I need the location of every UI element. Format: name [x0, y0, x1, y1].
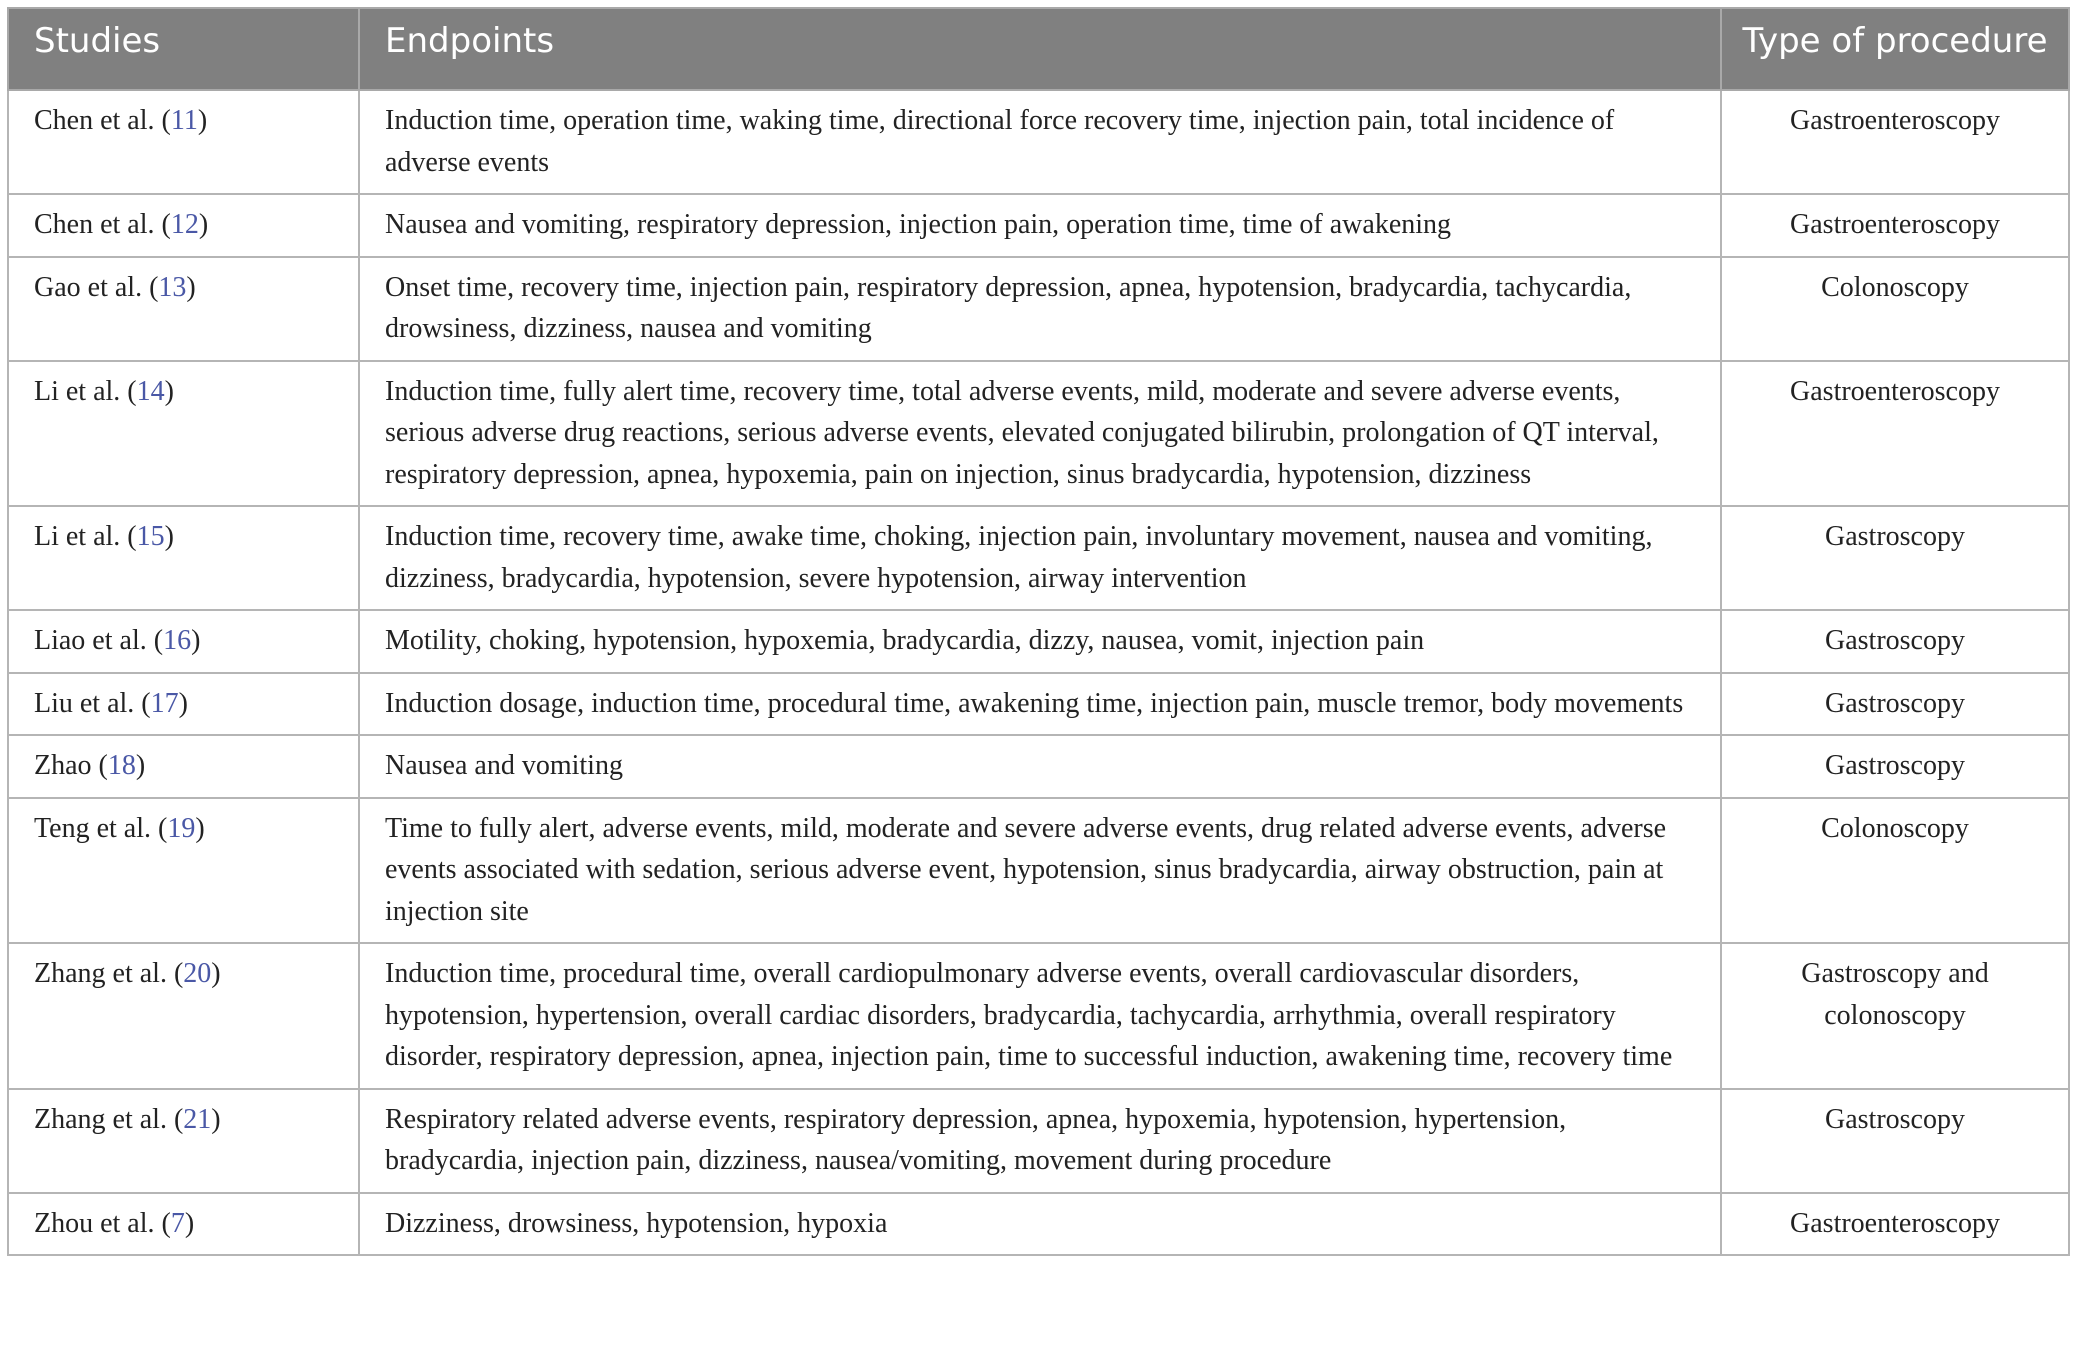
- procedure-cell: Gastroenteroscopy: [1721, 361, 2069, 507]
- procedure-cell: Gastroscopy: [1721, 1089, 2069, 1193]
- header-row: [8, 8, 2069, 90]
- endpoints-cell: Nausea and vomiting, respiratory depression, injection pain, operation time, time of awakening: [359, 194, 1721, 257]
- reference-link[interactable]: 15: [136, 521, 165, 552]
- endpoints-cell: Induction dosage, induction time, procedural time, awakening time, injection pain, muscle tremor, body movements: [359, 673, 1721, 736]
- reference-link[interactable]: 16: [163, 625, 192, 656]
- reference-link[interactable]: 14: [136, 375, 165, 407]
- table-row: [8, 798, 2069, 944]
- study-cell: Li et al. (14): [8, 361, 359, 507]
- procedure-cell: Gastroenteroscopy: [1721, 90, 2069, 194]
- reference-link[interactable]: 11: [170, 105, 198, 136]
- table-row: [8, 735, 2069, 798]
- reference-link[interactable]: 20: [183, 958, 212, 989]
- table-row: [8, 361, 2069, 507]
- study-cell: Chen et al. (11): [8, 90, 359, 194]
- study-cell: Zhang et al. (21): [8, 1089, 359, 1193]
- reference-link[interactable]: 17: [150, 687, 179, 719]
- table-row: [8, 90, 2069, 194]
- study-author: Teng et al.: [34, 812, 151, 844]
- study-author: Zhang et al.: [34, 1103, 167, 1135]
- procedure-cell: Gastroenteroscopy: [1721, 1193, 2069, 1256]
- endpoints-cell: Induction time, fully alert time, recovery time, total adverse events, mild, moderate and severe adverse events, serious adverse drug reactions, serious adverse events, elevated conjugated bilirubin, prolongation of QT interval, respiratory depression, apnea, hypoxemia, pain on injection, sinus bradycardia, hypotension, dizziness: [359, 361, 1721, 507]
- study-author: Liu et al.: [34, 687, 135, 719]
- study-author: Liao et al.: [34, 625, 147, 656]
- study-cell: Li et al. (15): [8, 506, 359, 610]
- reference-link[interactable]: 21: [183, 1103, 212, 1135]
- study-author: Li et al.: [34, 521, 121, 552]
- table-row: [8, 943, 2069, 1089]
- table-row: [8, 194, 2069, 257]
- table-row: [8, 673, 2069, 736]
- procedure-cell: Colonoscopy: [1721, 257, 2069, 361]
- table-row: [8, 610, 2069, 673]
- study-author: Zhao: [34, 750, 92, 781]
- study-cell: Zhao (18): [8, 735, 359, 798]
- study-cell: Liao et al. (16): [8, 610, 359, 673]
- procedure-cell: Gastroscopy: [1721, 735, 2069, 798]
- study-author: Gao et al.: [34, 271, 143, 303]
- procedure-cell: Gastroscopy: [1721, 506, 2069, 610]
- study-author: Chen et al.: [34, 209, 155, 240]
- endpoints-table: [7, 7, 2070, 1256]
- endpoints-cell: Time to fully alert, adverse events, mild, moderate and severe adverse events, drug related adverse events, adverse events associated with sedation, serious adverse event, hypotension, sinus bradycardia, airway obstruction, pain at injection site: [359, 798, 1721, 944]
- study-author: Zhou et al.: [34, 1207, 155, 1239]
- table-header: [8, 8, 2069, 90]
- reference-link[interactable]: 13: [158, 271, 187, 303]
- study-cell: Liu et al. (17): [8, 673, 359, 736]
- table-row: [8, 1193, 2069, 1256]
- endpoints-cell: Induction time, procedural time, overall cardiopulmonary adverse events, overall cardiovascular disorders, hypotension, hypertension, overall cardiac disorders, bradycardia, tachycardia, arrhythmia, overall respiratory disorder, respiratory depression, apnea, injection pain, time to successful induction, awakening time, recovery time: [359, 943, 1721, 1089]
- procedure-cell: Gastroenteroscopy: [1721, 194, 2069, 257]
- study-cell: Teng et al. (19): [8, 798, 359, 944]
- reference-link[interactable]: 18: [107, 750, 136, 781]
- header-studies: Studies: [8, 8, 359, 90]
- header-endpoints: Endpoints: [359, 8, 1721, 90]
- study-author: Li et al.: [34, 375, 121, 407]
- table-row: [8, 506, 2069, 610]
- procedure-cell: Gastroscopy and colonoscopy: [1721, 943, 2069, 1089]
- table-body: [8, 90, 2069, 1255]
- study-cell: Zhou et al. (7): [8, 1193, 359, 1256]
- reference-link[interactable]: 12: [170, 209, 199, 240]
- endpoints-cell: Nausea and vomiting: [359, 735, 1721, 798]
- study-author: Zhang et al.: [34, 958, 167, 989]
- endpoints-cell: Respiratory related adverse events, respiratory depression, apnea, hypoxemia, hypotension, hypertension, bradycardia, injection pain, dizziness, nausea/vomiting, movement during procedure: [359, 1089, 1721, 1193]
- procedure-cell: Colonoscopy: [1721, 798, 2069, 944]
- endpoints-cell: Motility, choking, hypotension, hypoxemia, bradycardia, dizzy, nausea, vomit, injection pain: [359, 610, 1721, 673]
- endpoints-cell: Induction time, operation time, waking time, directional force recovery time, injection pain, total incidence of adverse events: [359, 90, 1721, 194]
- endpoints-cell: Dizziness, drowsiness, hypotension, hypoxia: [359, 1193, 1721, 1256]
- header-procedure: Type of procedure: [1721, 8, 2069, 90]
- endpoints-cell: Onset time, recovery time, injection pain, respiratory depression, apnea, hypotension, bradycardia, tachycardia, drowsiness, dizziness, nausea and vomiting: [359, 257, 1721, 361]
- reference-link[interactable]: 7: [170, 1207, 185, 1239]
- endpoints-cell: Induction time, recovery time, awake time, choking, injection pain, involuntary movement, nausea and vomiting, dizziness, bradycardia, hypotension, severe hypotension, airway intervention: [359, 506, 1721, 610]
- procedure-cell: Gastroscopy: [1721, 673, 2069, 736]
- study-author: Chen et al.: [34, 105, 155, 136]
- table-row: [8, 257, 2069, 361]
- procedure-cell: Gastroscopy: [1721, 610, 2069, 673]
- reference-link[interactable]: 19: [167, 812, 196, 844]
- table-row: [8, 1089, 2069, 1193]
- study-cell: Zhang et al. (20): [8, 943, 359, 1089]
- study-cell: Chen et al. (12): [8, 194, 359, 257]
- study-cell: Gao et al. (13): [8, 257, 359, 361]
